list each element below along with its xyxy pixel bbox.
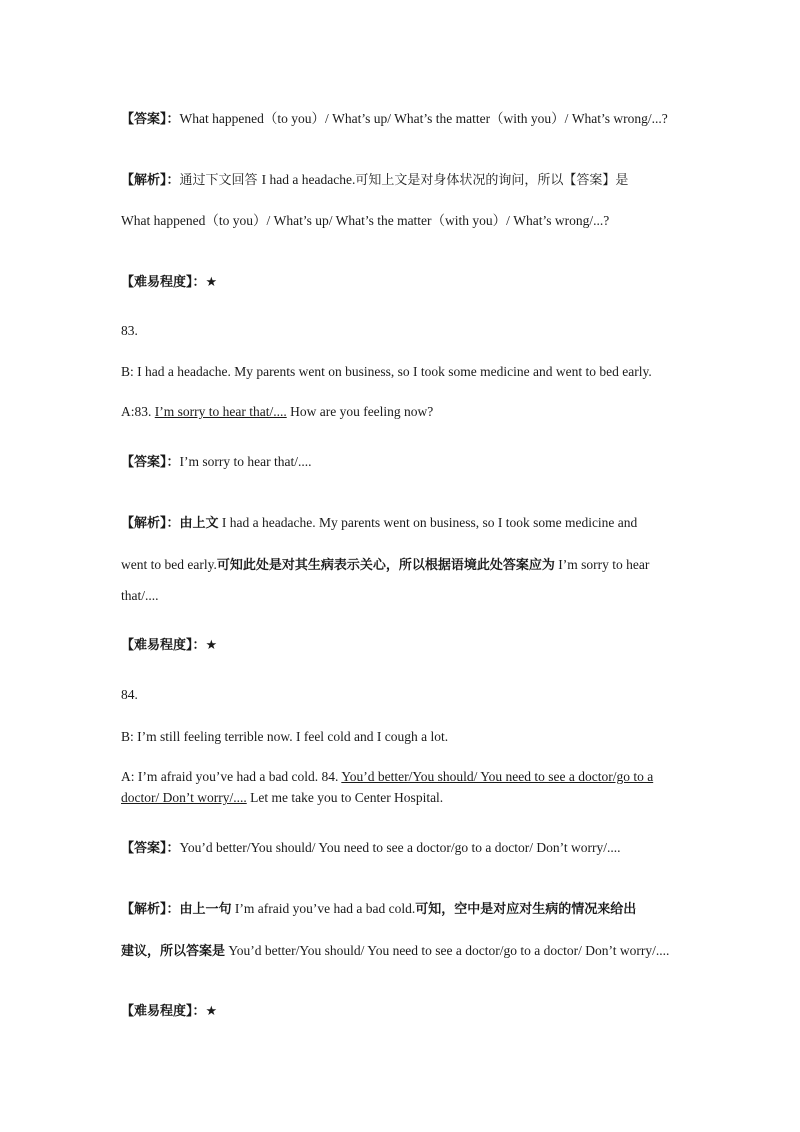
analysis-line-continued [121,556,690,575]
analysis-line [121,514,690,533]
dialogue-a-line [121,403,690,421]
dialogue-b-line [121,363,690,381]
answer-text: I’m sorry to hear that/.... [179,454,312,469]
analysis-line-continued [121,212,690,230]
analysis-label: 【解析】： [121,516,180,531]
analysis-label: 【解析】： [121,902,180,917]
analysis-chinese: 可知，空中是对应对生病的情况来给出 [415,902,637,917]
dialogue-a-prefix: A: I’m afraid you’ve had a bad cold. 84. [121,769,342,784]
analysis-line-continued [121,942,690,961]
difficulty-line [121,1002,690,1021]
dialogue-b-line [121,728,690,746]
difficulty-label: 【难易程度】： [121,275,206,290]
dialogue-a-prefix: A:83. [121,404,155,419]
star-icon: ★ [205,275,218,290]
star-icon: ★ [205,638,218,653]
analysis-from: 由上一句 [179,902,232,917]
analysis-chinese-2: 可知此处是对其生病表示关心，所以根据语境此处答案应为 [216,558,555,573]
question-number [121,686,690,704]
analysis-answer-text: What happened（to you）/ What’s up/ What’s the matter（with you）/ What’s wrong/...? [121,213,610,228]
dialogue-b-text: B: I’m still feeling terrible now. I feel cold and I cough a lot. [121,729,449,744]
dialogue-a-line [121,768,690,786]
analysis-intro: 通过下文回答 [179,173,262,188]
answer-line [121,839,690,858]
answer-label: 【答案】： [121,112,180,127]
answer-line [121,110,690,129]
difficulty-line [121,636,690,655]
star-icon: ★ [205,1004,218,1019]
analysis-english-3: I’m sorry to hear [554,557,650,572]
question-number-text: 84. [121,687,138,702]
question-number [121,322,690,340]
analysis-chinese-2: 建议，所以答案是 [121,944,226,959]
analysis-line [121,171,690,190]
answer-label: 【答案】： [121,841,180,856]
question-number-text: 83. [121,323,138,338]
answer-text: What happened（to you）/ What’s up/ What’s the matter（with you）/ What’s wrong/...? [179,111,668,126]
analysis-chinese: 可知上文是对身体状况的询问，所以【答案】是 [355,173,629,188]
analysis-english: I’m afraid you’ve had a bad cold. [231,901,416,916]
analysis-english-2: You’d better/You should/ You need to see a doctor/go to a doctor/ Don’t worry/.... [225,943,670,958]
analysis-label: 【解析】： [121,173,180,188]
difficulty-label: 【难易程度】： [121,638,206,653]
dialogue-a-blank-2: doctor/ Don’t worry/.... [121,790,247,805]
analysis-english: I had a headache. My parents went on business, so I took some medicine and [218,515,638,530]
dialogue-a-suffix: How are you feeling now? [286,404,434,419]
difficulty-line [121,273,690,292]
analysis-english: I had a headache. [261,172,356,187]
dialogue-b-text: B: I had a headache. My parents went on business, so I took some medicine and went to bed early. [121,364,652,379]
analysis-from: 由上文 [179,516,219,531]
answer-label: 【答案】： [121,455,180,470]
difficulty-label: 【难易程度】： [121,1004,206,1019]
dialogue-a-blank: I’m sorry to hear that/.... [154,404,287,419]
answer-text: You’d better/You should/ You need to see a doctor/go to a doctor/ Don’t worry/.... [179,840,621,855]
dialogue-a-line-continued [121,789,690,807]
analysis-line-continued-2 [121,587,690,605]
analysis-english-2: went to bed early. [121,557,217,572]
analysis-line [121,900,690,919]
answer-line [121,453,690,472]
dialogue-a-blank: You’d better/You should/ You need to see a doctor/go to a [341,769,654,784]
dialogue-a-suffix: Let me take you to Center Hospital. [246,790,444,805]
analysis-english-4: that/.... [121,588,159,603]
